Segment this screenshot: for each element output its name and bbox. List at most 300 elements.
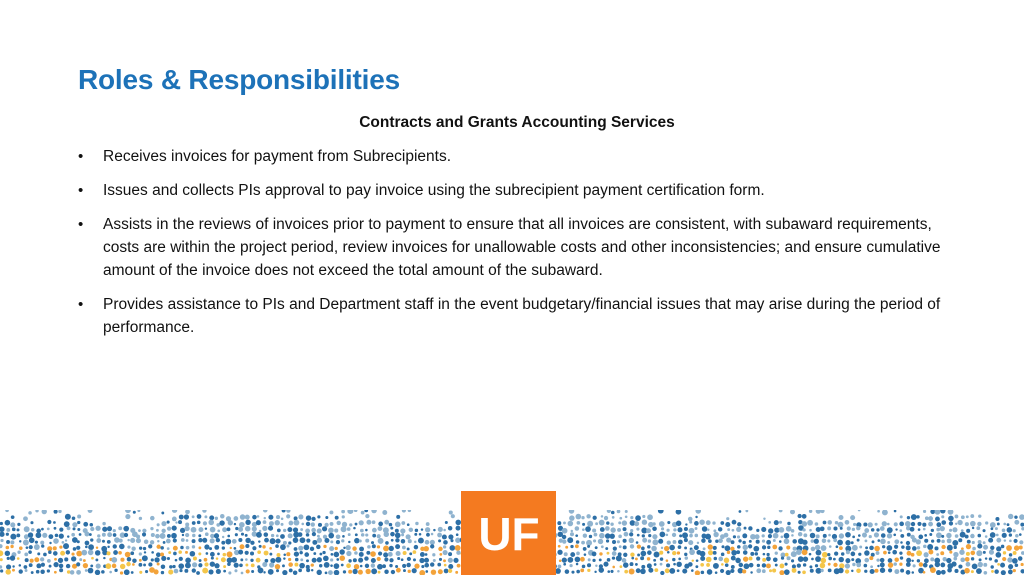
halftone-dot bbox=[289, 521, 294, 526]
halftone-dot bbox=[865, 546, 868, 549]
halftone-dot bbox=[917, 546, 920, 549]
halftone-dot bbox=[929, 533, 932, 536]
halftone-dot bbox=[576, 570, 580, 574]
halftone-dot bbox=[358, 570, 363, 575]
halftone-dot bbox=[798, 556, 804, 562]
halftone-dot bbox=[725, 545, 731, 551]
halftone-dot bbox=[1002, 557, 1006, 561]
halftone-dot bbox=[559, 559, 562, 562]
halftone-dot bbox=[880, 526, 885, 531]
uf-logo bbox=[461, 491, 556, 575]
halftone-dot bbox=[5, 551, 10, 556]
halftone-dot bbox=[619, 517, 622, 520]
halftone-dot bbox=[343, 570, 346, 573]
halftone-dot bbox=[991, 565, 994, 568]
halftone-dot bbox=[595, 522, 598, 525]
halftone-dot bbox=[767, 546, 770, 549]
halftone-dot bbox=[688, 562, 693, 567]
halftone-dot bbox=[997, 523, 1000, 526]
halftone-dot bbox=[204, 544, 209, 549]
halftone-dot bbox=[16, 534, 20, 538]
halftone-dot bbox=[59, 568, 63, 572]
bullet-text: Provides assistance to PIs and Department staff in the event budgetary/financial issues that may arise during the period of performance. bbox=[103, 296, 941, 336]
halftone-dot bbox=[389, 558, 393, 562]
halftone-dot bbox=[287, 527, 292, 532]
halftone-dot bbox=[762, 539, 765, 542]
halftone-dot bbox=[305, 529, 310, 534]
halftone-dot bbox=[306, 568, 310, 572]
halftone-dot bbox=[941, 515, 944, 518]
halftone-dot bbox=[59, 564, 64, 569]
halftone-dot bbox=[402, 510, 406, 513]
halftone-dot bbox=[983, 529, 986, 532]
halftone-dot bbox=[739, 563, 744, 568]
halftone-dot bbox=[371, 510, 376, 513]
halftone-dot bbox=[581, 541, 585, 545]
halftone-dot bbox=[106, 563, 112, 569]
halftone-dot bbox=[599, 520, 605, 526]
halftone-dot bbox=[19, 546, 23, 550]
halftone-dot bbox=[358, 558, 363, 563]
halftone-dot bbox=[295, 558, 299, 562]
halftone-dot bbox=[1013, 551, 1017, 555]
halftone-dot bbox=[666, 563, 670, 567]
bullet-point-icon: • bbox=[78, 148, 84, 165]
halftone-dot bbox=[210, 534, 214, 538]
halftone-dot bbox=[565, 546, 568, 549]
halftone-dot bbox=[659, 521, 665, 527]
halftone-dot bbox=[448, 552, 452, 556]
halftone-dot bbox=[95, 526, 100, 531]
halftone-dot bbox=[976, 526, 980, 530]
halftone-dot bbox=[88, 510, 93, 513]
halftone-dot bbox=[54, 571, 57, 574]
halftone-dot bbox=[803, 563, 806, 566]
halftone-dot bbox=[648, 568, 653, 573]
halftone-dot bbox=[298, 569, 302, 573]
halftone-dot bbox=[35, 510, 38, 512]
halftone-dot bbox=[810, 569, 814, 573]
halftone-dot bbox=[269, 521, 274, 526]
halftone-dot bbox=[725, 522, 730, 527]
halftone-dot bbox=[970, 551, 975, 556]
halftone-dot bbox=[660, 557, 663, 560]
halftone-dot bbox=[119, 544, 125, 550]
halftone-dot bbox=[346, 563, 351, 568]
halftone-dot bbox=[647, 550, 652, 555]
halftone-dot bbox=[339, 555, 345, 561]
halftone-dot bbox=[941, 540, 945, 544]
halftone-dot bbox=[983, 551, 986, 554]
halftone-dot bbox=[588, 558, 591, 561]
halftone-dot bbox=[622, 558, 627, 563]
halftone-dot bbox=[618, 535, 622, 539]
halftone-dot bbox=[948, 516, 954, 522]
halftone-dot bbox=[432, 553, 435, 556]
halftone-dot bbox=[940, 526, 945, 531]
halftone-dot bbox=[136, 535, 140, 539]
halftone-dot bbox=[787, 556, 791, 560]
halftone-dot bbox=[311, 563, 314, 566]
halftone-dot bbox=[264, 551, 269, 556]
halftone-dot bbox=[286, 552, 290, 556]
halftone-dot bbox=[721, 553, 725, 557]
halftone-dot bbox=[678, 545, 682, 549]
halftone-dot bbox=[676, 562, 681, 567]
halftone-dot bbox=[346, 551, 351, 556]
halftone-dot bbox=[856, 568, 861, 573]
halftone-dot bbox=[251, 563, 255, 567]
halftone-dot bbox=[834, 551, 838, 555]
halftone-dot bbox=[766, 563, 771, 568]
halftone-dot bbox=[299, 551, 302, 554]
halftone-dot bbox=[667, 521, 670, 524]
halftone-dot bbox=[76, 546, 80, 550]
halftone-dot bbox=[635, 557, 638, 560]
halftone-dot bbox=[28, 511, 32, 515]
halftone-dot bbox=[923, 545, 926, 548]
halftone-dot bbox=[415, 522, 418, 525]
halftone-dot bbox=[880, 558, 885, 563]
halftone-dot bbox=[234, 569, 237, 572]
halftone-dot bbox=[455, 545, 461, 551]
halftone-dot bbox=[654, 563, 657, 566]
halftone-dot bbox=[378, 571, 381, 574]
halftone-dot bbox=[784, 569, 790, 575]
halftone-dot bbox=[144, 551, 146, 553]
halftone-dot bbox=[828, 568, 832, 572]
halftone-dot bbox=[568, 521, 574, 527]
halftone-dot bbox=[906, 558, 911, 563]
halftone-dot bbox=[413, 558, 416, 561]
halftone-dot bbox=[365, 569, 370, 574]
halftone-dot bbox=[599, 567, 604, 572]
halftone-dot bbox=[762, 534, 765, 537]
halftone-dot bbox=[647, 563, 652, 568]
halftone-dot bbox=[881, 533, 886, 538]
halftone-dot bbox=[599, 533, 605, 539]
halftone-dot bbox=[924, 558, 929, 563]
bullet-list bbox=[78, 145, 958, 350]
halftone-dot bbox=[185, 533, 189, 537]
halftone-dot bbox=[419, 570, 425, 575]
halftone-dot bbox=[31, 571, 34, 574]
halftone-dot bbox=[10, 522, 15, 527]
halftone-dot bbox=[642, 515, 645, 518]
halftone-dot bbox=[899, 529, 902, 532]
halftone-dot bbox=[726, 570, 731, 575]
halftone-dot bbox=[336, 558, 339, 561]
halftone-dot bbox=[384, 557, 388, 561]
halftone-dot bbox=[17, 551, 20, 554]
halftone-dot bbox=[630, 544, 634, 548]
halftone-dot bbox=[90, 538, 93, 541]
halftone-dot bbox=[430, 562, 434, 566]
halftone-dot bbox=[762, 558, 766, 562]
halftone-dot bbox=[593, 516, 597, 520]
halftone-dot bbox=[139, 559, 142, 562]
halftone-dot bbox=[779, 527, 785, 533]
halftone-dot bbox=[622, 520, 627, 525]
halftone-dot bbox=[210, 527, 216, 533]
halftone-dot bbox=[23, 540, 29, 546]
halftone-dot bbox=[138, 529, 141, 532]
halftone-dot bbox=[425, 570, 428, 573]
halftone-dot bbox=[221, 541, 225, 545]
halftone-dot bbox=[1003, 523, 1006, 526]
halftone-dot bbox=[587, 545, 590, 548]
halftone-dot bbox=[294, 520, 300, 526]
halftone-dot bbox=[10, 555, 15, 560]
halftone-dot bbox=[894, 545, 898, 549]
halftone-dot bbox=[418, 538, 424, 544]
halftone-dot bbox=[76, 551, 82, 557]
halftone-dot bbox=[851, 558, 854, 561]
halftone-dot bbox=[636, 568, 641, 573]
halftone-dot bbox=[294, 563, 298, 567]
halftone-dot bbox=[293, 570, 297, 574]
halftone-dot bbox=[457, 564, 461, 568]
halftone-dot bbox=[438, 539, 441, 542]
halftone-dot bbox=[654, 568, 658, 572]
halftone-dot bbox=[815, 545, 820, 550]
halftone-dot bbox=[402, 564, 406, 568]
halftone-dot bbox=[275, 544, 279, 548]
halftone-dot bbox=[262, 562, 267, 567]
halftone-dot bbox=[268, 569, 274, 575]
halftone-dot bbox=[647, 545, 650, 548]
halftone-dot bbox=[101, 570, 105, 574]
halftone-dot bbox=[227, 535, 230, 538]
halftone-dot bbox=[184, 514, 189, 519]
halftone-dot bbox=[366, 551, 370, 555]
halftone-dot bbox=[928, 522, 933, 527]
halftone-dot bbox=[756, 540, 760, 544]
halftone-dot bbox=[688, 517, 693, 522]
halftone-dot bbox=[666, 529, 669, 532]
halftone-dot bbox=[216, 569, 221, 574]
halftone-dot bbox=[264, 517, 266, 519]
halftone-dot bbox=[396, 551, 401, 556]
halftone-dot bbox=[772, 545, 777, 550]
halftone-dot bbox=[1009, 533, 1012, 536]
halftone-dot bbox=[179, 557, 183, 561]
halftone-dot bbox=[785, 553, 789, 557]
halftone-dot bbox=[270, 558, 275, 563]
halftone-dot bbox=[214, 533, 219, 538]
halftone-dot bbox=[1002, 528, 1006, 532]
halftone-dot bbox=[269, 562, 274, 567]
halftone-dot bbox=[922, 523, 926, 527]
halftone-dot bbox=[917, 559, 920, 562]
halftone-dot bbox=[960, 532, 966, 538]
halftone-dot bbox=[592, 528, 596, 532]
halftone-dot bbox=[71, 556, 76, 561]
halftone-dot bbox=[335, 547, 338, 550]
halftone-dot bbox=[762, 563, 766, 567]
halftone-dot bbox=[924, 534, 927, 537]
halftone-dot bbox=[175, 521, 177, 523]
halftone-dot bbox=[888, 558, 893, 563]
halftone-dot bbox=[564, 552, 568, 556]
halftone-dot bbox=[714, 557, 718, 561]
halftone-dot bbox=[605, 526, 610, 531]
halftone-dot bbox=[312, 532, 316, 536]
halftone-dot bbox=[558, 565, 562, 569]
halftone-dot bbox=[211, 557, 214, 560]
halftone-dot bbox=[157, 523, 160, 526]
halftone-dot bbox=[55, 534, 59, 538]
halftone-dot bbox=[54, 558, 57, 561]
halftone-dot bbox=[816, 527, 821, 532]
halftone-dot bbox=[306, 522, 310, 526]
halftone-dot bbox=[294, 551, 299, 556]
halftone-dot bbox=[874, 532, 879, 537]
halftone-dot bbox=[802, 549, 808, 555]
halftone-dot bbox=[328, 533, 334, 539]
halftone-dot bbox=[269, 547, 272, 550]
halftone-dot bbox=[558, 545, 561, 548]
halftone-dot bbox=[919, 562, 923, 566]
halftone-dot bbox=[738, 539, 741, 542]
halftone-dot bbox=[451, 514, 455, 518]
halftone-dot bbox=[695, 510, 701, 514]
bullet-point-icon: • bbox=[78, 182, 84, 199]
halftone-dot bbox=[985, 535, 988, 538]
halftone-dot bbox=[587, 569, 590, 572]
halftone-dot bbox=[283, 541, 287, 545]
halftone-dot bbox=[172, 565, 175, 568]
halftone-dot bbox=[720, 521, 724, 525]
halftone-dot bbox=[918, 528, 921, 531]
halftone-dot bbox=[250, 559, 253, 562]
halftone-dot bbox=[695, 516, 697, 518]
halftone-dot bbox=[941, 520, 946, 525]
halftone-dot bbox=[42, 533, 47, 538]
halftone-dot bbox=[240, 558, 243, 561]
halftone-dot bbox=[669, 545, 675, 551]
halftone-dot bbox=[283, 557, 285, 559]
halftone-dot bbox=[966, 544, 971, 549]
halftone-dot bbox=[619, 565, 622, 568]
halftone-dot bbox=[227, 562, 231, 566]
halftone-dot bbox=[718, 527, 723, 532]
halftone-dot bbox=[784, 533, 790, 539]
halftone-dot bbox=[827, 539, 830, 542]
halftone-dot bbox=[978, 540, 982, 544]
halftone-dot bbox=[73, 547, 77, 551]
halftone-dot bbox=[852, 563, 855, 566]
halftone-dot bbox=[235, 527, 238, 530]
halftone-dot bbox=[601, 515, 604, 518]
halftone-dot bbox=[198, 538, 202, 542]
halftone-dot bbox=[208, 520, 214, 526]
halftone-dot bbox=[367, 545, 371, 549]
halftone-dot bbox=[792, 564, 796, 568]
halftone-dot bbox=[583, 534, 587, 538]
halftone-dot bbox=[689, 521, 692, 524]
halftone-dot bbox=[192, 568, 196, 572]
halftone-dot bbox=[936, 553, 939, 556]
halftone-dot bbox=[245, 544, 249, 548]
halftone-dot bbox=[328, 528, 334, 534]
halftone-dot bbox=[586, 514, 590, 518]
halftone-dot bbox=[444, 564, 447, 567]
halftone-dot bbox=[71, 553, 74, 556]
halftone-dot bbox=[156, 552, 161, 557]
halftone-dot bbox=[311, 517, 315, 521]
halftone-dot bbox=[150, 540, 154, 544]
halftone-dot bbox=[907, 533, 911, 537]
halftone-dot bbox=[785, 563, 788, 566]
halftone-dot bbox=[11, 515, 15, 519]
halftone-dot bbox=[870, 565, 873, 568]
halftone-dot bbox=[283, 529, 286, 532]
halftone-dot bbox=[437, 563, 441, 567]
halftone-dot bbox=[1000, 563, 1005, 568]
halftone-dot bbox=[1009, 540, 1012, 543]
halftone-dot bbox=[414, 541, 416, 543]
halftone-dot bbox=[258, 567, 264, 573]
halftone-dot bbox=[232, 539, 237, 544]
halftone-dot bbox=[773, 557, 778, 562]
halftone-dot bbox=[906, 541, 910, 545]
halftone-dot bbox=[732, 529, 735, 532]
halftone-dot bbox=[171, 533, 177, 539]
halftone-dot bbox=[336, 534, 341, 539]
halftone-dot bbox=[306, 515, 311, 520]
halftone-dot bbox=[1015, 534, 1019, 538]
halftone-dot bbox=[107, 546, 109, 548]
halftone-dot bbox=[198, 552, 201, 555]
halftone-dot bbox=[988, 538, 993, 543]
halftone-dot bbox=[1013, 529, 1016, 532]
halftone-dot bbox=[802, 528, 805, 531]
halftone-dot bbox=[359, 520, 364, 525]
halftone-dot bbox=[448, 558, 453, 563]
halftone-dot bbox=[682, 569, 687, 574]
halftone-dot bbox=[970, 514, 974, 518]
halftone-dot bbox=[966, 562, 971, 567]
halftone-dot bbox=[575, 544, 579, 548]
halftone-dot bbox=[126, 562, 130, 566]
halftone-dot bbox=[62, 541, 65, 544]
halftone-dot bbox=[688, 540, 693, 545]
halftone-dot bbox=[708, 539, 712, 543]
halftone-dot bbox=[989, 557, 992, 560]
halftone-dot bbox=[678, 540, 683, 545]
halftone-dot bbox=[871, 528, 875, 532]
halftone-dot bbox=[227, 527, 231, 531]
halftone-dot bbox=[664, 546, 669, 551]
halftone-dot bbox=[263, 520, 267, 524]
halftone-dot bbox=[1018, 556, 1023, 561]
halftone-dot bbox=[557, 521, 561, 525]
halftone-dot bbox=[185, 551, 188, 554]
halftone-dot bbox=[888, 551, 891, 554]
halftone-dot bbox=[877, 510, 880, 513]
halftone-dot bbox=[6, 533, 9, 536]
halftone-dot bbox=[421, 528, 423, 530]
halftone-dot bbox=[991, 570, 994, 573]
halftone-dot bbox=[118, 551, 122, 555]
halftone-dot bbox=[779, 521, 782, 524]
halftone-dot bbox=[1006, 545, 1012, 551]
halftone-dot bbox=[666, 534, 669, 537]
halftone-dot bbox=[630, 516, 633, 519]
halftone-dot bbox=[700, 563, 704, 567]
halftone-dot bbox=[7, 557, 10, 560]
